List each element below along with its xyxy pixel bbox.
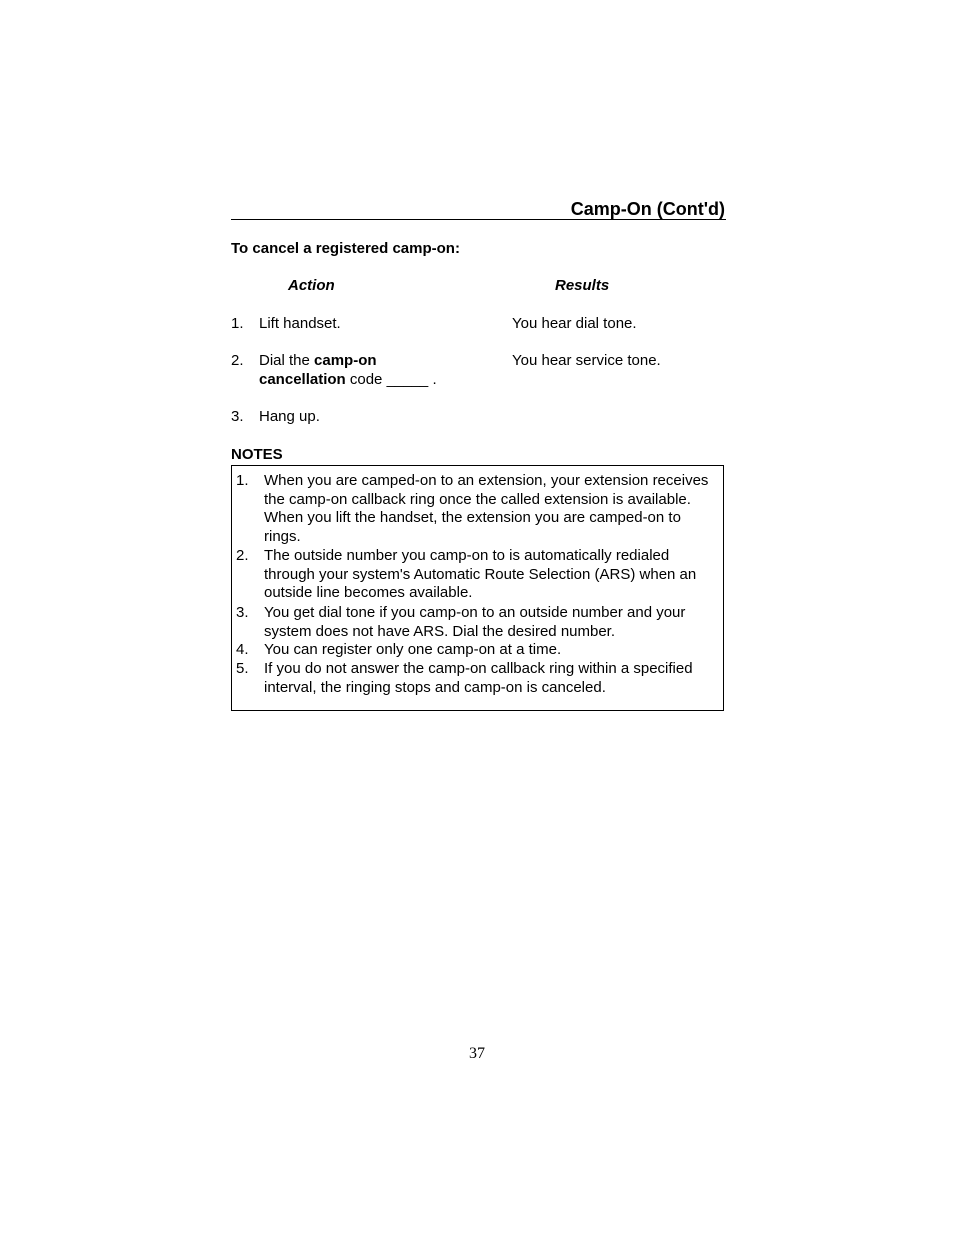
page-title: Camp-On (Cont'd): [570, 199, 725, 219]
step-result: You hear service tone.: [512, 352, 661, 369]
step-number: 3.: [231, 408, 244, 425]
note-number: 1.: [236, 472, 249, 489]
note-number: 3.: [236, 604, 249, 621]
results-column-header: Results: [555, 277, 610, 294]
note-number: 4.: [236, 641, 249, 658]
step-action: Hang up.: [259, 408, 320, 425]
note-text: The outside number you camp-on to is automatically redialed through your system's Automatic Route Selection (ARS) when an outside line becomes available.: [264, 547, 697, 602]
camp-on-keyword: camp-on: [314, 352, 377, 369]
page-number: 37: [469, 1045, 485, 1062]
step-action: Dial the camp-on cancellation code _____ .: [259, 352, 437, 388]
title-divider: [231, 219, 726, 220]
action-column-header: Action: [288, 277, 335, 294]
note-text: You can register only one camp-on at a time.: [264, 641, 562, 658]
note-number: 2.: [236, 547, 249, 564]
cancellation-keyword: cancellation: [259, 371, 346, 388]
note-text: You get dial tone if you camp-on to an outside number and your system does not have ARS. Dial the desired number.: [264, 604, 686, 640]
note-text: If you do not answer the camp-on callback ring within a specified interval, the ringing stops and camp-on is canceled.: [264, 660, 693, 696]
note-text: When you are camped-on to an extension, your extension receives the camp-on callback ring once the called extension is available. When you lift the handset, the extension you are camped-on to rings.: [264, 472, 709, 546]
section-heading: To cancel a registered camp-on:: [231, 240, 460, 257]
step-result: You hear dial tone.: [512, 315, 637, 332]
step-number: 1.: [231, 315, 244, 332]
notes-box: [231, 465, 724, 711]
step-number: 2.: [231, 352, 244, 369]
notes-heading: NOTES: [231, 446, 283, 463]
step-action: Lift handset.: [259, 315, 341, 332]
note-number: 5.: [236, 660, 249, 677]
